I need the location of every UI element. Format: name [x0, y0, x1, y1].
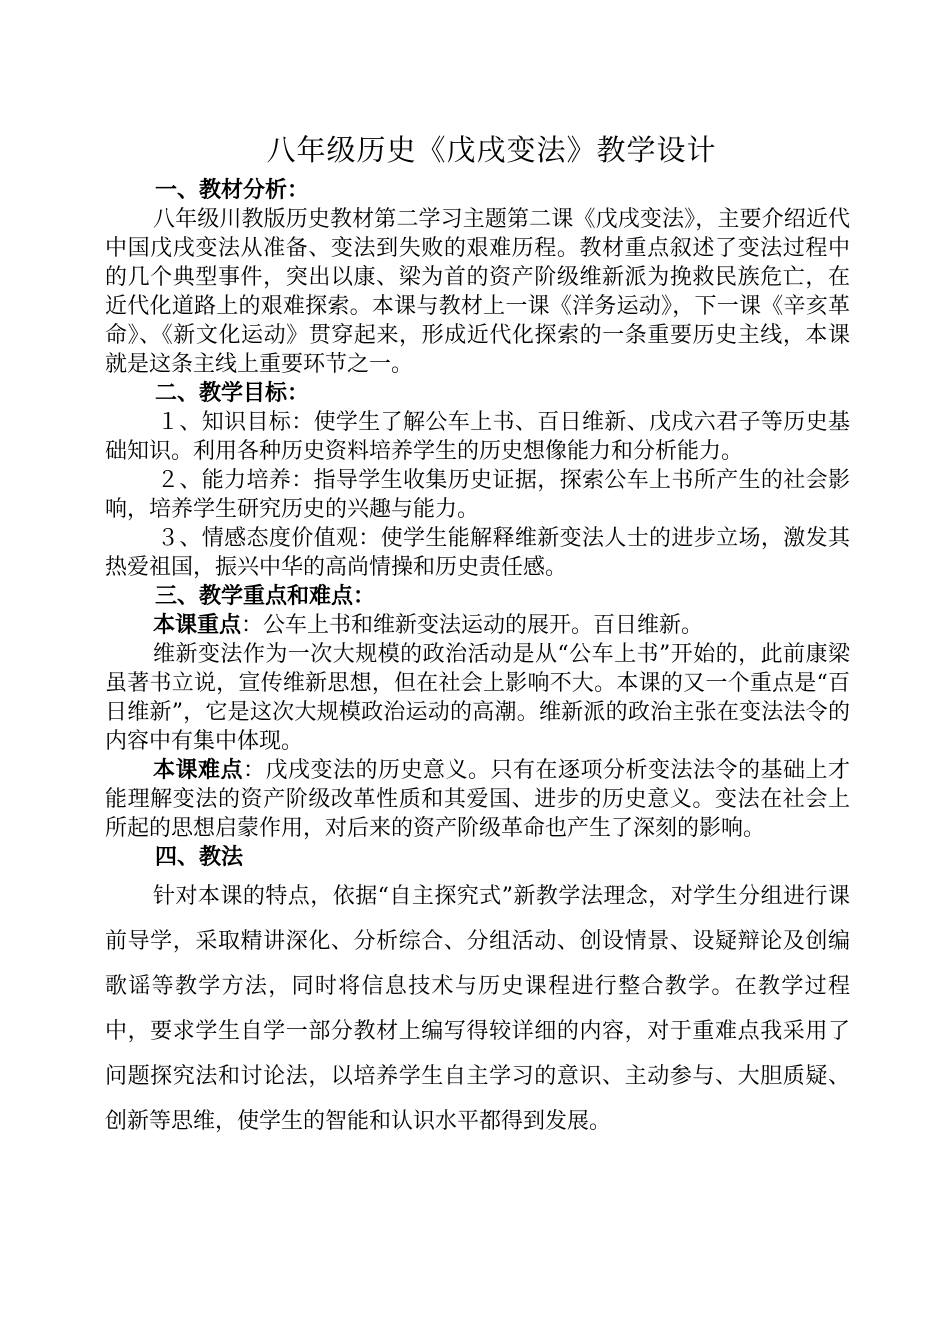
difficult-point-label: 本课难点 [153, 757, 243, 783]
key-point-paragraph [105, 611, 850, 640]
objective-emotion: ３、情感态度价值观：使学生能解释维新变法人士的进步立场，激发其热爱祖国，振兴中华的高尚情操和历史责任感。 [105, 526, 850, 580]
objective-ability: ２、能力培养：指导学生收集历史证据，探索公车上书所产生的社会影响，培养学生研究历史的兴趣与能力。 [105, 468, 850, 522]
difficult-point-paragraph [105, 756, 850, 843]
document-title: 八年级历史《戊戌变法》教学设计 [266, 133, 717, 167]
key-point-detail: 维新变法作为一次大规模的政治活动是从“公车上书”开始的，此前康梁虽著书立说，宣传维新思想，但在社会上影响不大。本课的又一个重点是“百日维新”，它是这次大规模政治运动的高潮。维新派的政治主张在变法法令的内容中有集中体现。 [105, 642, 850, 754]
objective-knowledge: １、知识目标：使学生了解公车上书、百日维新、戊戌六君子等历史基础知识。利用各种历史资料培养学生的历史想像能力和分析能力。 [105, 410, 850, 464]
key-point-text: ：公车上书和维新变法运动的展开。百日维新。 [241, 613, 704, 638]
document-page [105, 128, 850, 1144]
key-point-label: 本课重点 [153, 612, 242, 638]
difficult-point-text: ：戊戌变法的历史意义。只有在逐项分析变法法令的基础上才能理解变法的资产阶级改革性质和其爱国、进步的历史意义。变法在社会上所起的思想启蒙作用，对后来的资产阶级革命也产生了深刻的影响。 [105, 758, 850, 841]
textbook-analysis-paragraph: 八年级川教版历史教材第二学习主题第二课《戊戌变法》，主要介绍近代中国戊戌变法从准备、变法到失败的艰难历程。教材重点叙述了变法过程中的几个典型事件，突出以康、梁为首的资产阶级维新派为挽救民族危亡，在近代化道路上的艰难探索。本课与教材上一课《洋务运动》，下一课《辛亥革命》、《新文化运动》贯穿起来，形成近代化探索的一条重要历史主线，本课就是这条主线上重要环节之一。 [105, 207, 850, 377]
section-heading-teaching-objectives: 二、教学目标： [155, 380, 310, 406]
section-heading-teaching-method: 四、教法 [155, 844, 244, 870]
section-heading-textbook-analysis: 一、教材分析： [155, 177, 310, 203]
section-heading-key-difficult-points: 三、教学重点和难点： [155, 583, 376, 609]
teaching-method-paragraph: 针对本课的特点，依据“自主探究式”新教学法理念，对学生分组进行课前导学，采取精讲深化、分析综合、分组活动、创设情景、设疑辩论及创编歌谣等教学方法，同时将信息技术与历史课程进行整合教学。在教学过程中，要求学生自学一部分教材上编写得较详细的内容，对于重难点我采用了问题探究法和讨论法，以培养学生自主学习的意识、主动参与、大胆质疑、创新等思维，使学生的智能和认识水平都得到发展。 [105, 884, 850, 1134]
